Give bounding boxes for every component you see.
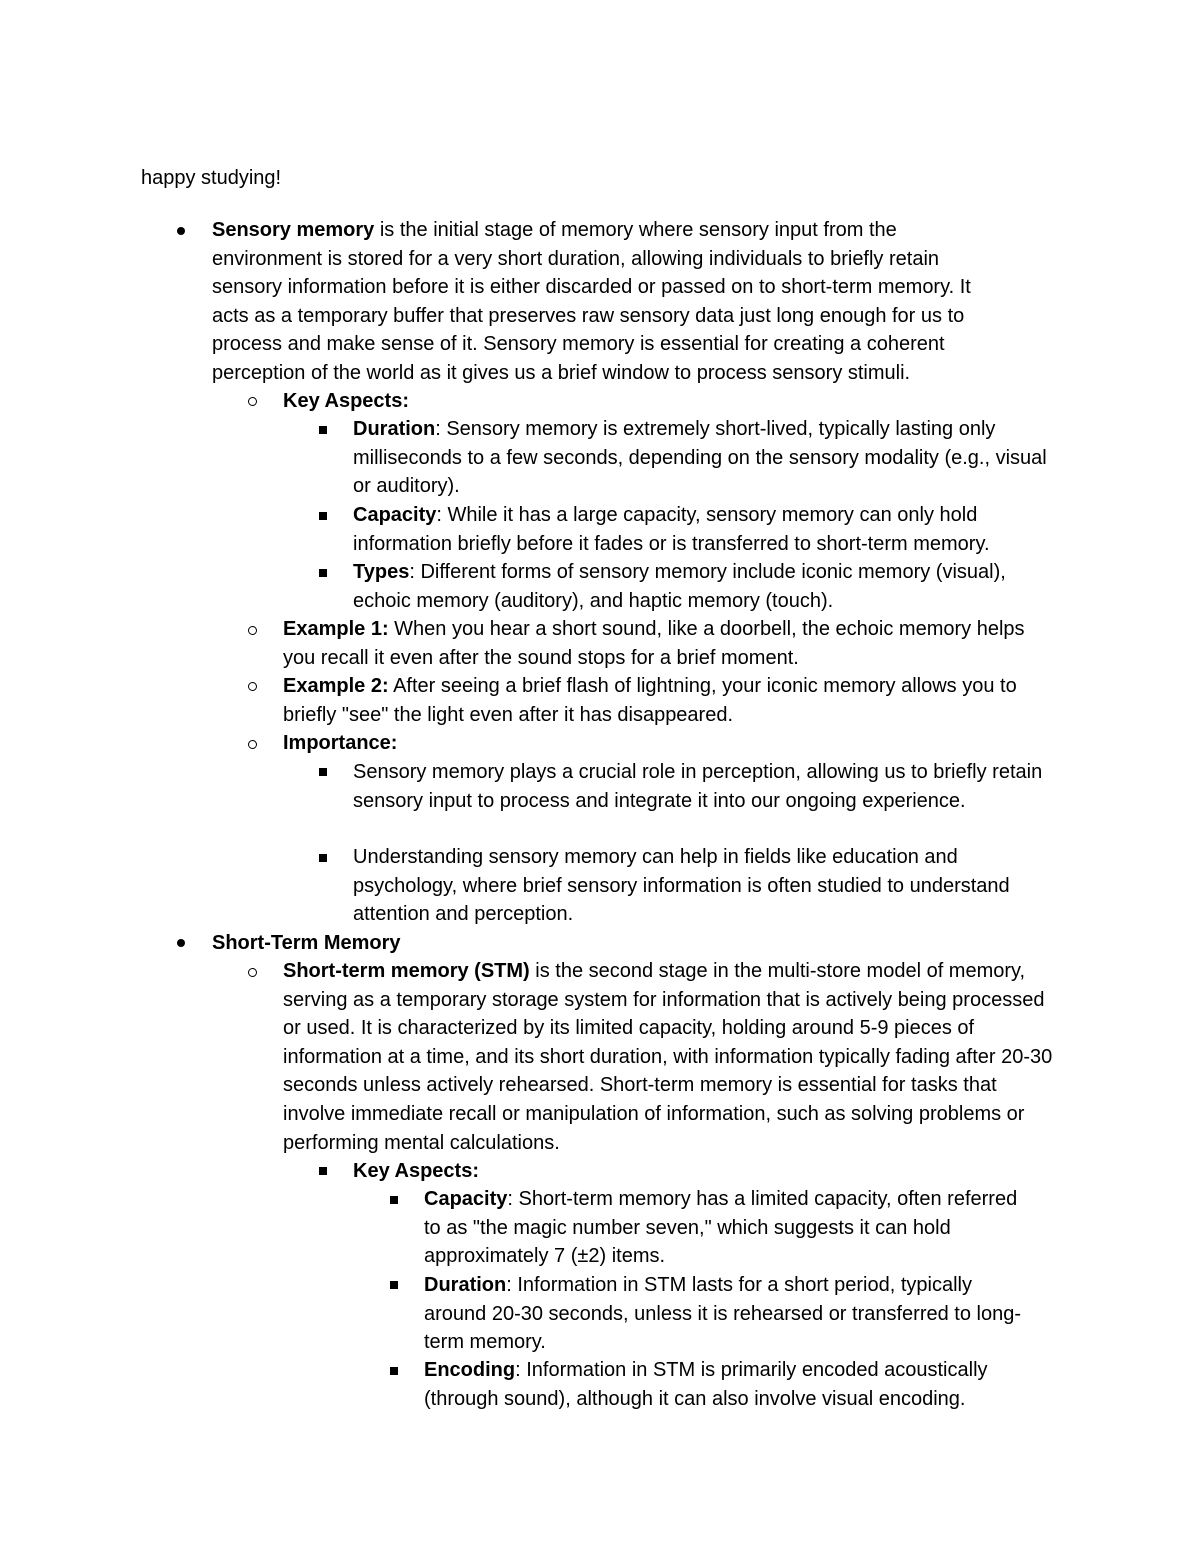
key-aspects-heading: Key Aspects: [283, 390, 409, 412]
stm-definition-paragraph [283, 957, 1063, 1157]
bullet-circle-icon [248, 397, 257, 406]
importance-item-1: Sensory memory plays a crucial role in perception, allowing us to briefly retain sensory input to process and integrate it into our ongoing experience. [353, 761, 1043, 812]
stm-encoding-text: : Information in STM is primarily encoded acoustically (through sound), although it can also involve visual encoding. [424, 1359, 988, 1410]
bullet-circle-icon [248, 626, 257, 635]
importance-item-2: Understanding sensory memory can help in fields like education and psychology, where brief sensory information is often studied to understand attention and perception. [353, 846, 1010, 926]
bullet-square-icon [319, 426, 327, 434]
example-1-label: Example 1: [283, 618, 389, 640]
bullet-square-icon [390, 1281, 398, 1289]
bullet-square-icon [319, 854, 327, 862]
types-term: Types [353, 561, 410, 583]
stm-capacity-text: : Short-term memory has a limited capacity, often referred to as "the magic number seven," which suggests it can hold approximately 7 (±2) items. [424, 1188, 1018, 1268]
example-2-text: After seeing a brief flash of lightning, your iconic memory allows you to briefly "see" the light even after it has disappeared. [283, 675, 1017, 726]
duration-text: : Sensory memory is extremely short-lived, typically lasting only milliseconds to a few seconds, depending on the sensory modality (e.g., visual or auditory). [353, 418, 1047, 498]
bullet-square-icon [319, 569, 327, 577]
bullet-square-icon [390, 1196, 398, 1204]
stm-capacity-term: Capacity [424, 1188, 508, 1210]
types-text: : Different forms of sensory memory include iconic memory (visual), echoic memory (auditory), and haptic memory (touch). [353, 561, 1006, 612]
stm-duration-term: Duration [424, 1274, 507, 1296]
sensory-capacity-item [353, 501, 1063, 558]
bullet-square-icon [319, 512, 327, 520]
stm-key-aspects-label [353, 1157, 1053, 1186]
stm-definition: is the second stage in the multi-store model of memory, serving as a temporary storage system for information that is actively being processed or used. It is characterized by its limited capacity, holding around 5-9 pieces of information at a time, and its short duration, with information typically fading after 20-30 seconds unless actively rehearsed. Short-term memory is essential for tasks that involve immediate recall or manipulation of information, such as solving problems or performing mental calculations. [283, 960, 1053, 1154]
stm-term: Short-term memory (STM) [283, 960, 530, 982]
bullet-square-icon [390, 1367, 398, 1375]
bullet-square-icon [319, 768, 327, 776]
stm-duration-item [424, 1271, 1039, 1357]
bullet-circle-icon [248, 682, 257, 691]
bullet-circle-icon [248, 968, 257, 977]
duration-term: Duration [353, 418, 436, 440]
importance-heading: Importance: [283, 732, 398, 754]
sensory-example-1 [283, 615, 1058, 672]
sensory-memory-term: Sensory memory [212, 219, 375, 241]
intro-text: happy studying! [141, 167, 282, 189]
stm-duration-text: : Information in STM lasts for a short period, typically around 20-30 seconds, unless it is rehearsed or transferred to long-term memory. [424, 1274, 1022, 1354]
stm-capacity-item [424, 1185, 1039, 1271]
bullet-disc-icon [177, 227, 185, 235]
sensory-memory-definition: is the initial stage of memory where sensory input from the environment is stored for a very short duration, allowing individuals to briefly retain sensory information before it is either discarded or passed on to short-term memory. It acts as a temporary buffer that preserves raw sensory data just long enough for us to process and make sense of it. Sensory memory is essential for creating a coherent perception of the world as it gives us a brief window to process sensory stimuli. [212, 219, 971, 384]
stm-encoding-item [424, 1356, 1044, 1413]
sensory-example-2 [283, 672, 1063, 729]
bullet-circle-icon [248, 740, 257, 749]
sensory-importance-label [283, 729, 1063, 758]
stm-key-aspects-heading: Key Aspects: [353, 1160, 479, 1182]
sensory-duration-item [353, 415, 1063, 501]
sensory-types-item [353, 558, 1063, 615]
capacity-term: Capacity [353, 504, 437, 526]
stm-encoding-term: Encoding [424, 1359, 516, 1381]
sensory-memory-paragraph [212, 216, 992, 388]
bullet-square-icon [319, 1167, 327, 1175]
example-2-label: Example 2: [283, 675, 389, 697]
capacity-text: : While it has a large capacity, sensory memory can only hold information briefly before it fades or is transferred to short-term memory. [353, 504, 990, 555]
stm-heading [212, 929, 992, 958]
sensory-key-aspects-label [283, 387, 1063, 416]
example-1-text: When you hear a short sound, like a doorbell, the echoic memory helps you recall it even after the sound stops for a brief moment. [283, 618, 1025, 669]
bullet-disc-icon [177, 939, 185, 947]
stm-heading-text: Short-Term Memory [212, 932, 401, 954]
